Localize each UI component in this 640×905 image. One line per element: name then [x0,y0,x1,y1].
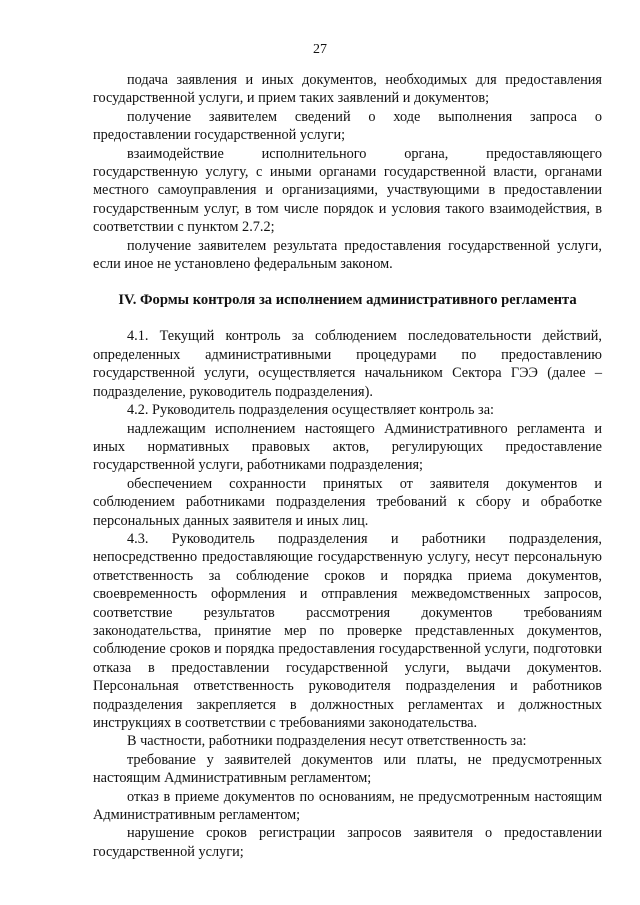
paragraph-4-3: 4.3. Руководитель подразделения и работники подразделения, непосредственно предоставляющие государственную услугу, несут персональную ответственность за соблюдение сроков и порядка приема документов, своевременность оформления и отправления межведомственных запросов, соответствие результатов рассмотрения документов требованиям законодательства, принятие мер по проверке представленных документов, соблюдение сроков и порядка предоставления государственной услуги, подготовки отказа в предоставлении государственной услуги, выдачи документов. Персональная ответственность руководителя подразделения и работников подразделения закрепляется в должностных регламентах и должностных инструкциях в соответствии с требованиями законодательства. [93,530,602,731]
section-heading: IV. Формы контроля за исполнением административного регламента [118,292,577,309]
paragraph-status-info: получение заявителем сведений о ходе выполнения запроса о предоставлении государственной услуги; [93,108,602,144]
paragraph-violation: нарушение сроков регистрации запросов заявителя о предоставлении государственной услуги; [93,825,602,860]
paragraph-interaction: взаимодействие исполнительного органа, предоставляющего государственную услугу, с иными органами государственной власти, органами местного самоуправления и организациями, участвующими в предоставлении государственным услуг, в том числе порядок и условия такого взаимодействия, в соответствии с пунктом 2.7.2; [93,145,602,236]
paragraph-refusal: отказ в приеме документов по основаниям, не предусмотренным настоящим Административным регламентом; [93,788,602,824]
page-number: 27 [313,42,327,57]
paragraph-requirement: требование у заявителей документов или платы, не предусмотренных настоящим Административным регламентом; [93,751,602,787]
paragraph-responsibility: В частности, работники подразделения несут ответственность за: [127,733,527,750]
paragraph-safekeeping: обеспечением сохранности принятых от заявителя документов и соблюдением работниками подразделения требований к сбору и обработке персональных данных заявителя и иных лиц. [93,475,602,529]
paragraph-compliance: надлежащим исполнением настоящего Административного регламента и иных нормативных правовых актов, регулирующих предоставление государственной услуги, работниками подразделения; [93,420,602,474]
paragraph-result: получение заявителем результата предоставления государственной услуги, если иное не установлено федеральным законом. [93,237,602,273]
paragraph-4-1: 4.1. Текущий контроль за соблюдением последовательности действий, определенных административными процедурами по предоставлению государственной услуги, осуществляется начальником Сектора ГЭЭ (далее – подразделение, руководитель подразделения). [93,328,602,400]
paragraph-4-2: 4.2. Руководитель подразделения осуществляет контроль за: [127,402,495,419]
page-body [93,71,602,861]
paragraph-submission: подача заявления и иных документов, необходимых для предоставления государственной услуги, и прием таких заявлений и документов; [93,72,602,107]
